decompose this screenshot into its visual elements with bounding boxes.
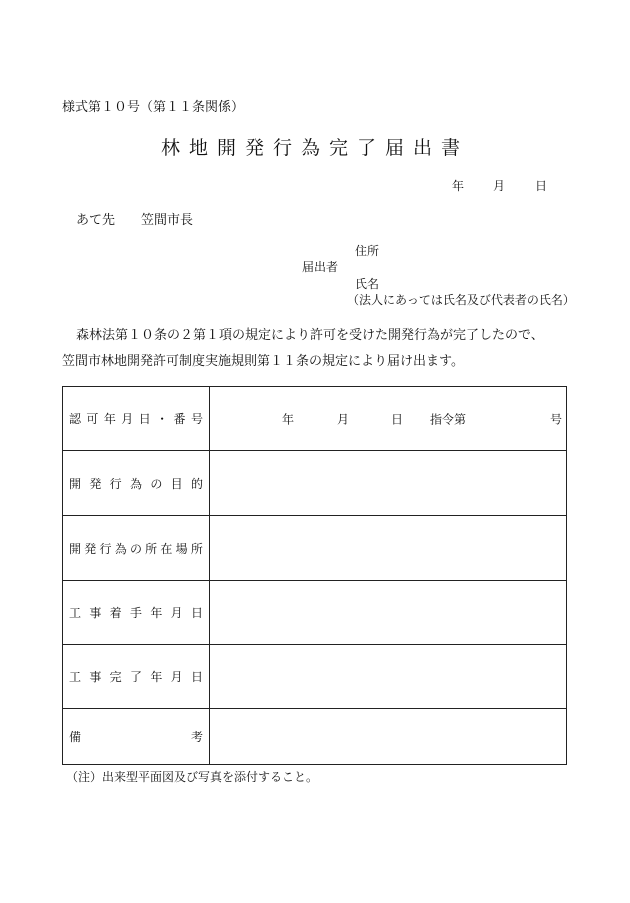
table-row-permit [63, 387, 567, 451]
permit-label: 認 可 年 月 日 ・ 番 号 [69, 412, 203, 426]
table-row [63, 451, 567, 516]
addressee-label: あて先 [76, 213, 116, 228]
document-title: 林地開発行為完了届出書 [160, 137, 469, 159]
remarks-label: 備 考 [69, 730, 203, 744]
applicant-label: 届出者 [302, 260, 339, 274]
start-date-value-cell[interactable] [210, 581, 567, 645]
date-month-label: 月 [493, 179, 506, 193]
date-year-label: 年 [452, 179, 465, 193]
completion-date-label: 工 事 完 了 年 月 日 [69, 670, 203, 684]
date-day-label: 日 [535, 179, 548, 193]
applicant-address-label: 住所 [355, 244, 380, 258]
table-row [63, 516, 567, 581]
remarks-value-cell[interactable] [210, 709, 567, 765]
purpose-label: 開 発 行 為 の 目 的 [69, 476, 203, 491]
purpose-value-cell[interactable] [210, 451, 567, 516]
applicant-name-label: 氏名 [355, 277, 380, 291]
attachment-note: （注）出来型平面図及び写真を添付すること。 [66, 770, 319, 784]
location-value-cell[interactable] [210, 516, 567, 581]
table-row [63, 581, 567, 645]
permit-label-cell [63, 387, 210, 451]
table-row [63, 645, 567, 709]
permit-day-label: 日 [391, 412, 404, 426]
applicant-name-note: （法人にあっては氏名及び代表者の氏名） [347, 293, 575, 307]
permit-month-label: 月 [337, 412, 350, 426]
addressee [76, 209, 193, 228]
form-number: 様式第１０号（第１１条関係） [62, 100, 245, 115]
statement-line-1: 森林法第１０条の２第１項の規定により許可を受けた開発行為が完了したので、 [76, 328, 544, 343]
start-date-label: 工 事 着 手 年 月 日 [69, 606, 203, 620]
addressee-name: 笠間市長 [141, 213, 194, 228]
report-table [62, 386, 567, 765]
statement-line-2: 笠間市林地開発許可制度実施規則第１１条の規定により届け出ます。 [62, 354, 464, 369]
permit-value-cell[interactable] [210, 387, 567, 451]
statement-text [62, 323, 582, 375]
location-label: 開 発 行 為 の 所 在 場 所 [69, 541, 203, 556]
permit-order-label: 指令第 [430, 412, 467, 426]
permit-year-label: 年 [282, 412, 295, 426]
permit-number-label: 号 [550, 412, 563, 426]
completion-date-value-cell[interactable] [210, 645, 567, 709]
table-row-remarks [63, 709, 567, 765]
